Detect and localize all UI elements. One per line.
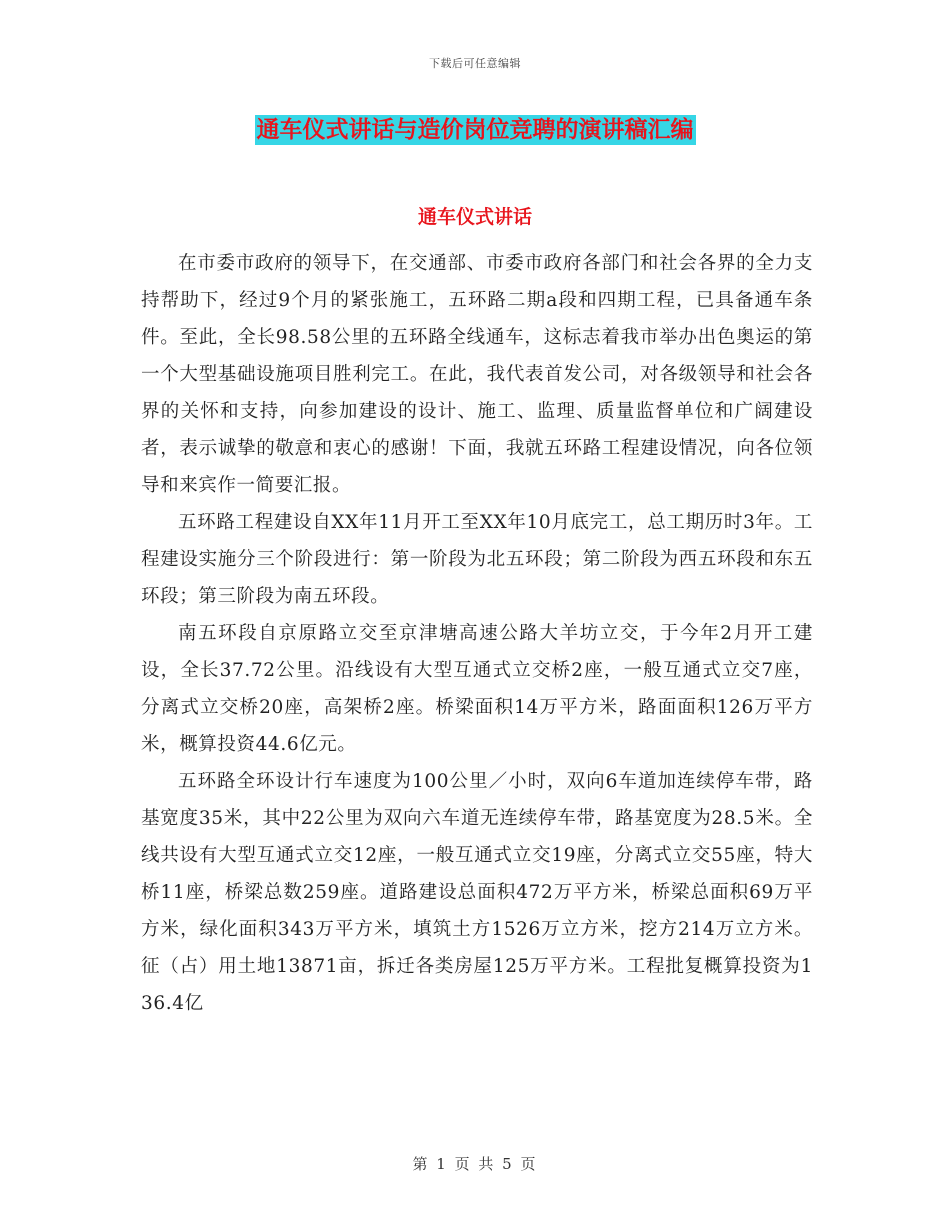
paragraph: 在市委市政府的领导下，在交通部、市委市政府各部门和社会各界的全力支持帮助下，经过9个月的紧张施工，五环路二期a段和四期工程，已具备通车条件。至此，全长98.58公里的五环路全线通车，这标志着我市举办出色奥运的第一个大型基础设施项目胜利完工。在此，我代表首发公司，对各级领导和社会各界的关怀和支持，向参加建设的设计、施工、监理、质量监督单位和广阔建设者，表示诚挚的敬意和衷心的感谢！下面，我就五环路工程建设情况，向各位领导和来宾作一简要汇报。 (141, 253, 813, 496)
paragraph: 五环路工程建设自XX年11月开工至XX年10月底完工，总工期历时3年。工程建设实施分三个阶段进行：第一阶段为北五环段；第二阶段为西五环段和东五环段；第三阶段为南五环段。 (141, 512, 813, 607)
header-note: 下载后可任意编辑 (429, 57, 521, 70)
section-title: 通车仪式讲话 (417, 206, 532, 228)
document-title-container (0, 115, 950, 145)
document-title: 通车仪式讲话与造价岗位竞聘的演讲稿汇编 (256, 117, 694, 143)
document-body (141, 245, 813, 1022)
paragraph: 五环路全环设计行车速度为100公里／小时，双向6车道加连续停车带，路基宽度35米，其中22公里为双向六车道无连续停车带，路基宽度为28.5米。全线共设有大型互通式立交12座，一般互通式立交19座，分离式立交55座，特大桥11座，桥梁总数259座。道路建设总面积472万平方米，桥梁总面积69万平方米，绿化面积343万平方米，填筑土方1526万立方米，挖方214万立方米。征（占）用土地13871亩，拆迁各类房屋125万平方米。工程批复概算投资为136.4亿 (141, 771, 813, 1014)
page-footer: 第 1 页 共 5 页 (412, 1155, 538, 1173)
paragraph: 南五环段自京原路立交至京津塘高速公路大羊坊立交，于今年2月开工建设，全长37.72公里。沿线设有大型互通式立交桥2座，一般互通式立交7座，分离式立交桥20座，高架桥2座。桥梁面积14万平方米，路面面积126万平方米，概算投资44.6亿元。 (141, 623, 813, 755)
